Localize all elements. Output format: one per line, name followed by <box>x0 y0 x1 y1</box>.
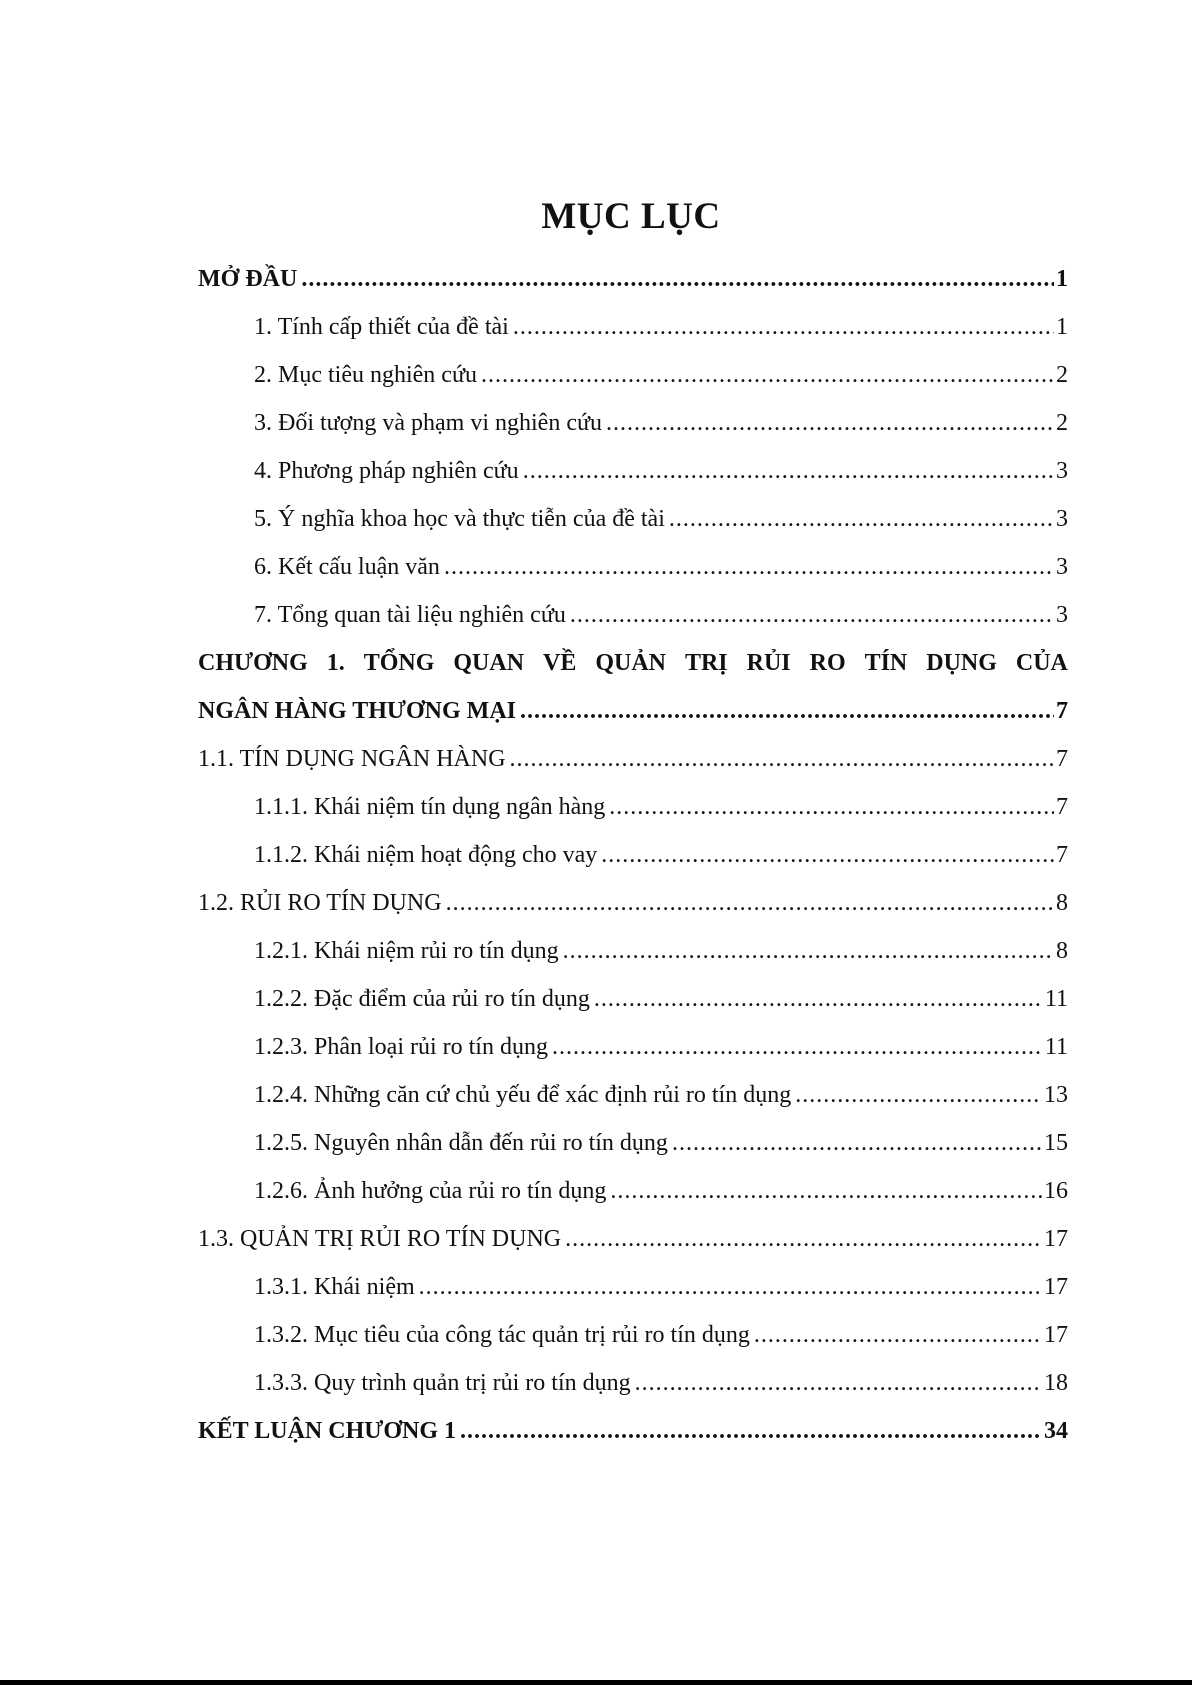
dot-leader <box>594 975 1043 1023</box>
toc-entry-label: 1.1.2. Khái niệm hoạt động cho vay <box>254 842 598 868</box>
toc-entry-label: 1.3.2. Mục tiêu của công tác quản trị rủi ro tín dụng <box>254 1322 750 1348</box>
heading-word: TRỊ <box>684 650 728 676</box>
heading-word: QUAN <box>453 650 525 676</box>
page-title: MỤC LỤC <box>541 196 721 237</box>
chapter-1-heading-line-1[interactable] <box>198 639 1068 687</box>
dot-leader <box>754 1311 1042 1359</box>
toc-entry-1-2-6[interactable] <box>198 1167 1068 1215</box>
dot-leader <box>520 687 1054 735</box>
toc-entry-page: 18 <box>1044 1370 1068 1396</box>
toc-entry-1-1[interactable] <box>198 735 1068 783</box>
toc-entry-page: 3 <box>1056 554 1068 580</box>
toc-entry-1-3-1[interactable] <box>198 1263 1068 1311</box>
toc-entry-3[interactable] <box>198 399 1068 447</box>
toc-entry-label: 5. Ý nghĩa khoa học và thực tiễn của đề tài <box>254 506 665 532</box>
toc-entry-7[interactable] <box>198 591 1068 639</box>
toc-entry-1-1-2[interactable] <box>198 831 1068 879</box>
toc-entry-label: MỞ ĐẦU <box>198 266 298 292</box>
toc-entry-label: 1.2.4. Những căn cứ chủ yếu để xác định rủi ro tín dụng <box>254 1082 792 1108</box>
table-of-contents <box>198 255 1068 1455</box>
toc-entry-label: 7. Tổng quan tài liệu nghiên cứu <box>254 602 566 628</box>
dot-leader <box>419 1263 1042 1311</box>
toc-entry-page: 1 <box>1056 266 1068 292</box>
toc-entry-page: 11 <box>1044 1034 1068 1060</box>
toc-entry-4[interactable] <box>198 447 1068 495</box>
dot-leader <box>563 927 1054 975</box>
toc-entry-1-3-3[interactable] <box>198 1359 1068 1407</box>
toc-entry-1[interactable] <box>198 303 1068 351</box>
toc-entry-page: 2 <box>1056 410 1068 436</box>
toc-entry-2[interactable] <box>198 351 1068 399</box>
dot-leader <box>635 1359 1042 1407</box>
dot-leader <box>523 447 1054 495</box>
toc-entry-1-2-1[interactable] <box>198 927 1068 975</box>
heading-word: TỔNG <box>363 650 435 676</box>
toc-entry-label: 1.3.1. Khái niệm <box>254 1274 415 1300</box>
chapter-1-heading-line-2[interactable] <box>198 687 1068 735</box>
heading-word: RO <box>809 650 846 676</box>
toc-entry-page: 7 <box>1056 794 1068 820</box>
dot-leader <box>601 831 1054 879</box>
dot-leader <box>444 543 1054 591</box>
toc-entry-page: 17 <box>1044 1274 1068 1300</box>
dot-leader <box>610 1167 1042 1215</box>
toc-entry-label: 3. Đối tượng và phạm vi nghiên cứu <box>254 410 602 436</box>
dot-leader <box>301 255 1054 303</box>
toc-entry-1-2[interactable] <box>198 879 1068 927</box>
toc-entry-page: 16 <box>1044 1178 1068 1204</box>
toc-entry-label: NGÂN HÀNG THƯƠNG MẠI <box>198 698 516 724</box>
heading-word: TÍN <box>864 650 908 676</box>
dot-leader <box>513 303 1054 351</box>
toc-entry-page: 3 <box>1056 506 1068 532</box>
toc-entry-page: 1 <box>1056 314 1068 340</box>
toc-entry-page: 15 <box>1044 1130 1068 1156</box>
toc-entry-label: 1.2.5. Nguyên nhân dẫn đến rủi ro tín dụng <box>254 1130 668 1156</box>
toc-entry-ket-luan-chuong-1[interactable] <box>198 1407 1068 1455</box>
toc-entry-label: 4. Phương pháp nghiên cứu <box>254 458 519 484</box>
toc-entry-label: KẾT LUẬN CHƯƠNG 1 <box>198 1418 457 1444</box>
toc-entry-1-2-2[interactable] <box>198 975 1068 1023</box>
toc-entry-page: 34 <box>1044 1418 1068 1444</box>
toc-entry-6[interactable] <box>198 543 1068 591</box>
toc-entry-page: 7 <box>1056 746 1068 772</box>
toc-entry-1-2-4[interactable] <box>198 1071 1068 1119</box>
heading-word: DỤNG <box>926 650 997 676</box>
toc-entry-5[interactable] <box>198 495 1068 543</box>
dot-leader <box>565 1215 1042 1263</box>
toc-entry-page: 7 <box>1056 698 1068 724</box>
heading-word: VỀ <box>543 650 577 676</box>
toc-entry-page: 17 <box>1044 1322 1068 1348</box>
toc-entry-label: 1.2.6. Ảnh hưởng của rủi ro tín dụng <box>254 1178 607 1204</box>
toc-entry-page: 8 <box>1056 890 1068 916</box>
toc-entry-page: 3 <box>1056 458 1068 484</box>
toc-entry-label: 1.3. QUẢN TRỊ RỦI RO TÍN DỤNG <box>198 1226 562 1252</box>
dot-leader <box>460 1407 1042 1455</box>
dot-leader <box>672 1119 1042 1167</box>
toc-entry-1-2-5[interactable] <box>198 1119 1068 1167</box>
dot-leader <box>669 495 1054 543</box>
toc-entry-page: 2 <box>1056 362 1068 388</box>
dot-leader <box>552 1023 1043 1071</box>
toc-entry-mo-dau[interactable] <box>198 255 1068 303</box>
heading-word: QUẢN <box>595 650 666 676</box>
toc-entry-1-1-1[interactable] <box>198 783 1068 831</box>
toc-entry-1-3-2[interactable] <box>198 1311 1068 1359</box>
dot-leader <box>609 783 1054 831</box>
page-bottom-edge <box>0 1680 1192 1685</box>
toc-entry-label: 1.1. TÍN DỤNG NGÂN HÀNG <box>198 746 506 772</box>
toc-entry-1-2-3[interactable] <box>198 1023 1068 1071</box>
toc-entry-label: 1.2. RỦI RO TÍN DỤNG <box>198 890 442 916</box>
toc-entry-1-3[interactable] <box>198 1215 1068 1263</box>
toc-entry-page: 3 <box>1056 602 1068 628</box>
toc-entry-label: 1.3.3. Quy trình quản trị rủi ro tín dụng <box>254 1370 631 1396</box>
dot-leader <box>606 399 1054 447</box>
toc-entry-page: 7 <box>1056 842 1068 868</box>
heading-word: RỦI <box>746 650 791 676</box>
dot-leader <box>446 879 1054 927</box>
toc-entry-label: 2. Mục tiêu nghiên cứu <box>254 362 477 388</box>
toc-entry-label: 1. Tính cấp thiết của đề tài <box>254 314 509 340</box>
toc-entry-page: 13 <box>1044 1082 1068 1108</box>
dot-leader <box>795 1071 1042 1119</box>
toc-entry-page: 11 <box>1044 986 1068 1012</box>
toc-entry-page: 17 <box>1044 1226 1068 1252</box>
heading-word: 1. <box>326 650 345 676</box>
heading-word: CỦA <box>1015 650 1068 676</box>
toc-entry-label: 1.2.1. Khái niệm rủi ro tín dụng <box>254 938 559 964</box>
toc-entry-label: 6. Kết cấu luận văn <box>254 554 440 580</box>
dot-leader <box>510 735 1054 783</box>
dot-leader <box>570 591 1054 639</box>
toc-entry-label: 1.1.1. Khái niệm tín dụng ngân hàng <box>254 794 606 820</box>
toc-entry-label: 1.2.2. Đặc điểm của rủi ro tín dụng <box>254 986 590 1012</box>
heading-word: CHƯƠNG <box>198 650 308 676</box>
toc-entry-page: 8 <box>1056 938 1068 964</box>
toc-entry-label: 1.2.3. Phân loại rủi ro tín dụng <box>254 1034 548 1060</box>
dot-leader <box>481 351 1054 399</box>
